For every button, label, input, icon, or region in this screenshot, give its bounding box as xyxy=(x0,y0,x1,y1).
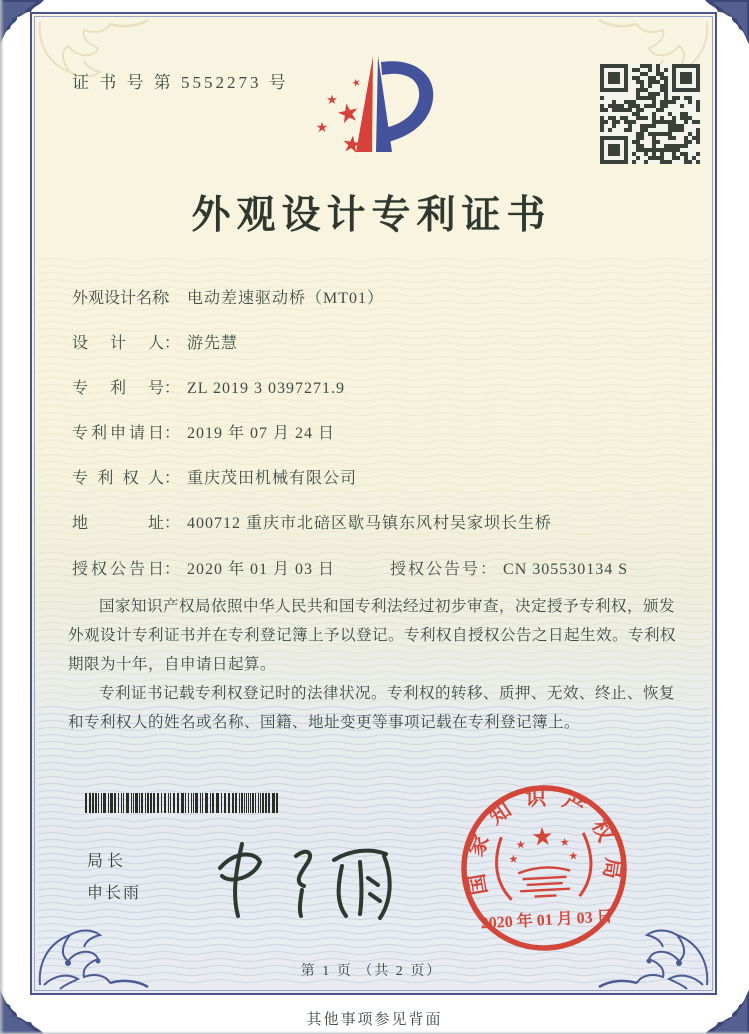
svg-text:★: ★ xyxy=(326,92,338,107)
signer-name: 申长雨 xyxy=(87,885,142,902)
svg-text:★: ★ xyxy=(508,853,519,866)
director-signature xyxy=(200,828,410,920)
page-number: 第 1 页 （共 2 页） xyxy=(300,964,443,979)
field-label: 专利申请日 xyxy=(72,425,164,442)
legal-paragraph: 专利证书记载专利权登记时的法律状况。专利权的转移、质押、无效、终止、恢复和专利权人的姓名或名称、国籍、地址变更等事项记载在专利登记簿上。 xyxy=(68,685,676,731)
svg-text:★: ★ xyxy=(350,76,363,91)
field-label: 地址 xyxy=(72,515,164,532)
field-grant-date xyxy=(72,556,629,579)
certificate-title: 外观设计专利证书 xyxy=(191,194,552,237)
field-value: 400712 重庆市北碚区歇马镇东风村吴家坝长生桥 xyxy=(187,515,553,532)
legal-text xyxy=(68,592,688,737)
svg-text:★: ★ xyxy=(315,121,329,136)
field-filing-date xyxy=(72,420,335,443)
svg-text:★: ★ xyxy=(515,838,527,852)
field-colon: ： xyxy=(164,470,181,487)
seal-ring-text: 国家知识产权局 xyxy=(462,785,626,897)
signer-title: 局长 xyxy=(87,853,128,870)
field-value: CN 305530134 S xyxy=(503,561,629,578)
national-emblem-icon xyxy=(495,822,593,901)
field-grant-number xyxy=(390,556,628,579)
field-label: 设计人 xyxy=(72,335,164,352)
national-ip-office-seal xyxy=(450,774,637,961)
baroque-flourish-icon xyxy=(34,919,152,991)
field-value: ZL 2019 3 0397271.9 xyxy=(187,380,345,397)
back-note: 其他事项参见背面 xyxy=(306,1012,443,1028)
field-value: 2020 年 01 月 03 日 xyxy=(187,561,336,578)
field-label: 专利号 xyxy=(72,380,164,397)
svg-text:★: ★ xyxy=(333,96,363,131)
field-design-name xyxy=(72,285,384,308)
field-label: 授权公告日 xyxy=(72,561,164,578)
svg-text:★: ★ xyxy=(339,130,364,159)
field-colon: ： xyxy=(164,561,181,578)
scan-edge-left xyxy=(0,0,4,1034)
field-label: 外观设计名称 xyxy=(72,290,169,307)
field-value: 电动差速驱动桥（MT01） xyxy=(187,290,385,307)
qr-code xyxy=(600,64,700,164)
field-label: 授权公告号 xyxy=(390,561,481,578)
field-patentee xyxy=(72,465,357,488)
svg-text:★: ★ xyxy=(559,836,570,850)
field-value: 2019 年 07 月 24 日 xyxy=(187,425,336,442)
field-address xyxy=(72,510,552,533)
seal-date: 2020 年 01 月 03 日 xyxy=(480,908,614,933)
field-patent-number xyxy=(72,375,345,398)
field-value: 重庆茂田机械有限公司 xyxy=(187,470,358,487)
svg-text:★: ★ xyxy=(568,850,579,863)
field-colon: ： xyxy=(164,380,181,397)
svg-text:★: ★ xyxy=(530,823,555,852)
certificate-number: 证 书 号 第 5552273 号 xyxy=(72,73,289,92)
field-colon: ： xyxy=(164,335,181,352)
barcode xyxy=(85,793,281,813)
field-colon: ： xyxy=(164,515,181,532)
field-colon: ： xyxy=(480,561,497,578)
field-value: 游先慧 xyxy=(187,335,239,352)
legal-paragraph: 国家知识产权局依照中华人民共和国专利法经过初步审查，决定授予专利权，颁发外观设计专利证书并在专利登记簿上予以登记。专利权自授权公告之日起生效。专利权期限为十年，自申请日起算。 xyxy=(68,598,677,673)
field-label: 专利权人 xyxy=(72,470,164,487)
cnipa-logo xyxy=(310,50,442,170)
field-colon: ： xyxy=(164,425,181,442)
field-designer xyxy=(72,330,238,353)
field-colon: ： xyxy=(164,290,181,307)
